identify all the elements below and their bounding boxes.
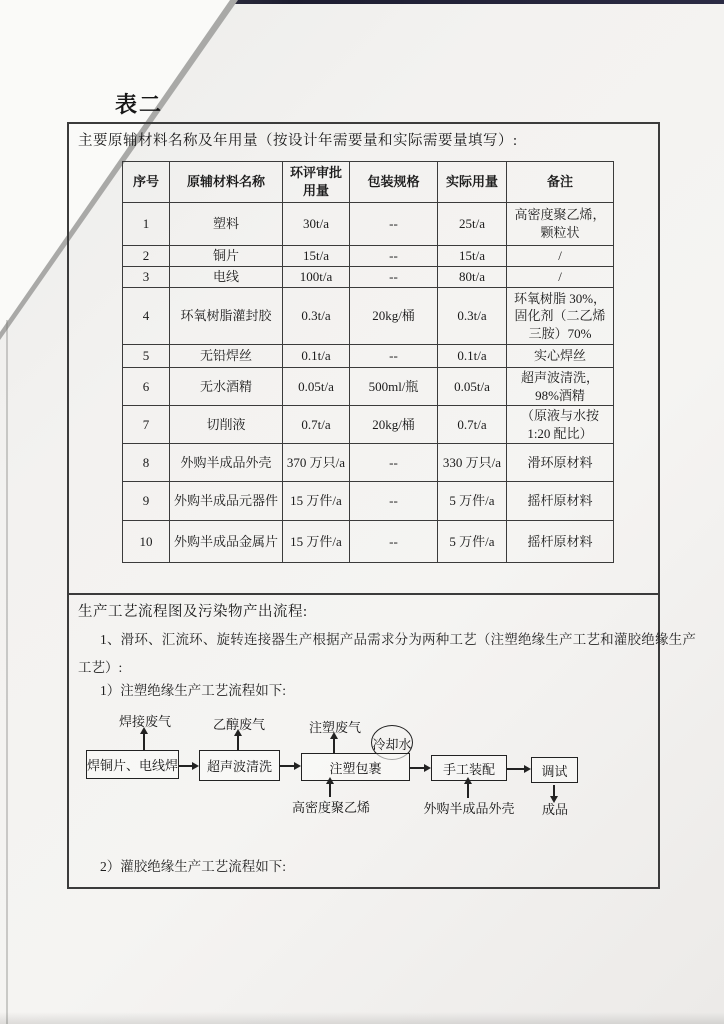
table-header-cell: 原辅材料名称 [170,162,283,203]
flow-label-molding-waste-gas: 注塑废气 [308,720,361,735]
form-outer-border [67,122,697,889]
page-title: 表二 [115,92,164,117]
flow-label-cooling-water: 冷却水 [372,737,412,752]
table-cell: 外购半成品金属片 [170,521,283,563]
table-cell: 0.7t/a [438,406,507,444]
table-cell: 0.3t/a [283,288,350,345]
table-cell: 1 [123,203,170,246]
table-cell: 无铅焊丝 [170,345,283,368]
table-cell: 环氧树脂灌封胶 [170,288,283,345]
table-cell: 电线 [170,267,283,288]
table-cell: 500ml/瓶 [350,368,438,406]
table-cell: 15t/a [438,246,507,267]
table-cell: 5 [123,345,170,368]
materials-table [122,161,614,563]
flow-step-manual-assembly: 手工装配 [431,755,507,781]
table-cell: 80t/a [438,267,507,288]
arrow-right-icon [280,765,295,767]
process-section-heading: 生产工艺流程图及污染物产出流程: [78,604,308,620]
table-cell: / [507,246,614,267]
table-cell: 0.1t/a [283,345,350,368]
table-cell: 超声波清洗，98%酒精 [507,368,614,406]
flow-label-welding-waste-gas: 焊接废气 [118,714,171,729]
table-cell: 7 [123,406,170,444]
table-header-cell: 包装规格 [350,162,438,203]
flow-label-purchased-shell-input: 外购半成品外壳 [423,801,515,816]
page-edge-line [6,320,8,1024]
flow-label-ethanol-waste-gas: 乙醇废气 [212,717,265,732]
table-cell: 15t/a [283,246,350,267]
arrow-right-icon [410,767,425,769]
table-header-cell: 备注 [507,162,614,203]
arrow-up-icon [333,738,335,753]
table-row [123,267,614,288]
arrow-up-icon [467,783,469,798]
table-cell: -- [350,444,438,482]
table-cell: 无水酒精 [170,368,283,406]
table-row [123,345,614,368]
arrow-up-icon [237,735,239,750]
table-cell: 15 万件/a [283,482,350,521]
table-row [123,368,614,406]
table-cell: 20kg/桶 [350,288,438,345]
table-row [123,203,614,246]
table-cell: 10 [123,521,170,563]
table-row [123,288,614,345]
table-cell: 100t/a [283,267,350,288]
flow-label-hdpe-input: 高密度聚乙烯 [291,800,370,815]
process-subheading-1: 1）注塑绝缘生产工艺流程如下: [100,683,287,698]
arrow-right-icon [507,768,525,770]
section-divider-line [68,593,659,595]
table-cell: -- [350,203,438,246]
table-cell: 330 万只/a [438,444,507,482]
process-paragraph-line2: 工艺）: [78,660,123,675]
table-row [123,406,614,444]
table-cell: -- [350,246,438,267]
table-cell: 摇杆原材料 [507,521,614,563]
table-header-cell: 序号 [123,162,170,203]
table-header-cell: 环评审批用量 [283,162,350,203]
table-cell: 5 万件/a [438,521,507,563]
arrow-up-icon [143,733,145,750]
table-cell: 9 [123,482,170,521]
flow-step-debugging: 调试 [531,757,578,783]
table-cell: （原液与水按 1:20 配比） [507,406,614,444]
arrow-up-icon [329,783,331,797]
table-cell: 塑料 [170,203,283,246]
table-header-row [123,162,614,203]
table-cell: 0.3t/a [438,288,507,345]
table-cell: 15 万件/a [283,521,350,563]
table-cell: 0.05t/a [438,368,507,406]
table-header-cell: 实际用量 [438,162,507,203]
flow-step-injection-molding: 注塑包裹 [301,753,410,781]
process-subheading-2: 2）灌胶绝缘生产工艺流程如下: [100,859,287,874]
table-cell: 4 [123,288,170,345]
table-row [123,444,614,482]
table-cell: -- [350,267,438,288]
table-row [123,482,614,521]
table-cell: 20kg/桶 [350,406,438,444]
table-cell: 370 万只/a [283,444,350,482]
table-cell: 铜片 [170,246,283,267]
scan-bottom-shadow [0,1012,724,1024]
table-cell: / [507,267,614,288]
table-cell: 2 [123,246,170,267]
table-row [123,521,614,563]
table-cell: 滑环原材料 [507,444,614,482]
table-cell: 30t/a [283,203,350,246]
process-flow-diagram [79,708,651,828]
table-cell: -- [350,345,438,368]
materials-table-body [123,203,614,563]
table-cell: 外购半成品外壳 [170,444,283,482]
table-cell: 5 万件/a [438,482,507,521]
table-cell: 切削液 [170,406,283,444]
table-cell: 外购半成品元器件 [170,482,283,521]
table-cell: 摇杆原材料 [507,482,614,521]
flow-step-ultrasonic-cleaning: 超声波清洗 [199,750,280,781]
table-cell: 3 [123,267,170,288]
materials-table-head [123,162,614,203]
materials-section-heading: 主要原辅材料名称及年用量（按设计年需要量和实际需要量填写）: [78,133,518,149]
table-cell: 0.05t/a [283,368,350,406]
table-row [123,246,614,267]
flow-label-finished-product: 成品 [541,802,568,817]
arrow-right-icon [179,765,193,767]
table-cell: 高密度聚乙烯，颗粒状 [507,203,614,246]
table-cell: 0.1t/a [438,345,507,368]
table-cell: 6 [123,368,170,406]
table-cell: 8 [123,444,170,482]
flow-step-weld-copper-wire: 焊铜片、电线焊 [86,750,179,779]
table-cell: 25t/a [438,203,507,246]
arrow-down-icon [553,785,555,797]
table-cell: -- [350,521,438,563]
table-cell: 实心焊丝 [507,345,614,368]
process-paragraph-line1: 1、滑环、汇流环、旋转连接器生产根据产品需求分为两种工艺（注塑绝缘生产工艺和灌胶绝缘生产 [100,632,697,647]
table-cell: -- [350,482,438,521]
table-cell: 0.7t/a [283,406,350,444]
table-cell: 环氧树脂 30%，固化剂（二乙烯三胺）70% [507,288,614,345]
